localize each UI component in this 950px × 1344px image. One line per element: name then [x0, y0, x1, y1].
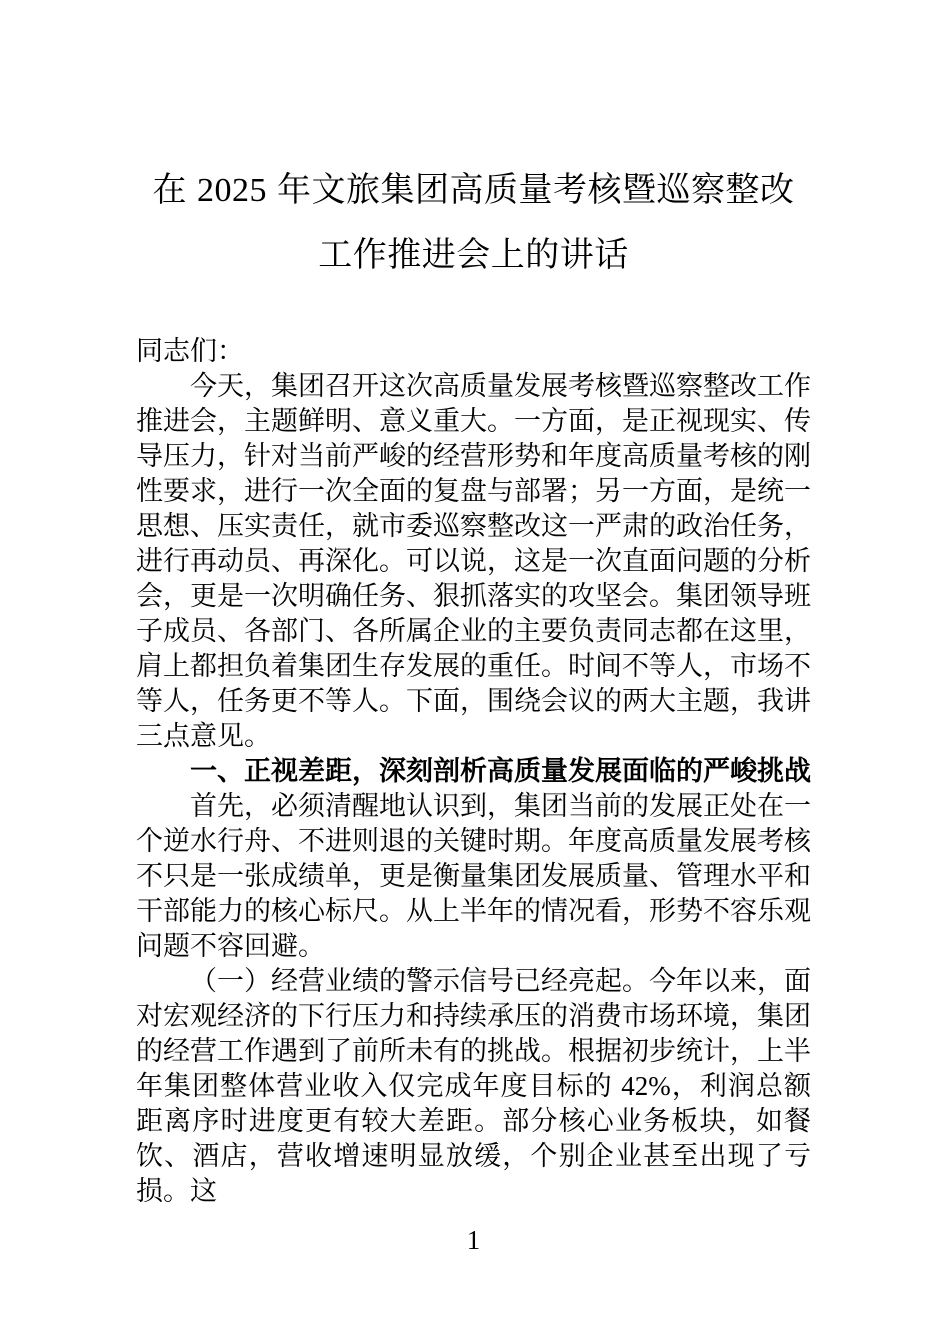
paragraph-opening: 今天，集团召开这次高质量发展考核暨巡察整改工作推进会，主题鲜明、意义重大。一方面，是正视现实、传导压力，针对当前严峻的经营形势和年度高质量考核的刚性要求，进行一次全面的复盘与部署；另一方面，是统一思想、压实责任，就市委巡察整改这一严肃的政治任务，进行再动员、再深化。可以说，这是一次直面问题的分析会，更是一次明确任务、狠抓落实的攻坚会。集团领导班子成员、各部门、各所属企业的主要负责同志都在这里，肩上都担负着集团生存发展的重任。时间不等人，市场不等人，任务更不等人。下面，围绕会议的两大主题，我讲三点意见。: [136, 371, 811, 751]
paragraph-text-segment: （一）经营业绩的警示信号已经亮起。今年以来，面对宏观经济的下行压力和持续承压的消费市场环境，集团的经营工作遇到了前所未有的挑战。根据初步统计，上半年集团整体营业收入仅完成年度目标的: [136, 966, 811, 1101]
title-text-post: 年文旅集团高质量考核暨巡察整改: [267, 171, 795, 209]
paragraph-situation-analysis: 首先，必须清醒地认识到，集团当前的发展正处在一个逆水行舟、不进则退的关键时期。年度高质量发展考核不只是一张成绩单，更是衡量集团发展质量、管理水平和干部能力的核心标尺。从上半年的情况看，形势不容乐观问题不容回避。: [136, 791, 811, 961]
document-body: [136, 334, 811, 1209]
paragraph-text-segment: ，利润总额距离序时进度更有较大差距。部分核心业务板块，如餐饮、酒店，营收增速明显放缓，个别企业甚至出现了亏损。这: [136, 1071, 811, 1206]
salutation: 同志们：: [136, 336, 244, 366]
page-number: 1: [466, 1225, 481, 1255]
section-heading-1: 一、正视差距，深刻剖析高质量发展面临的严峻挑战: [190, 756, 811, 786]
paragraph-business-performance: [136, 964, 811, 1209]
statistic-value: 42%: [621, 1071, 671, 1101]
title-text-pre: 在: [152, 171, 197, 209]
document-title-line-1: [136, 158, 811, 223]
document-title: [136, 158, 811, 288]
title-year: 2025: [197, 172, 267, 209]
document-title-line-2: 工作推进会上的讲话: [318, 236, 629, 274]
